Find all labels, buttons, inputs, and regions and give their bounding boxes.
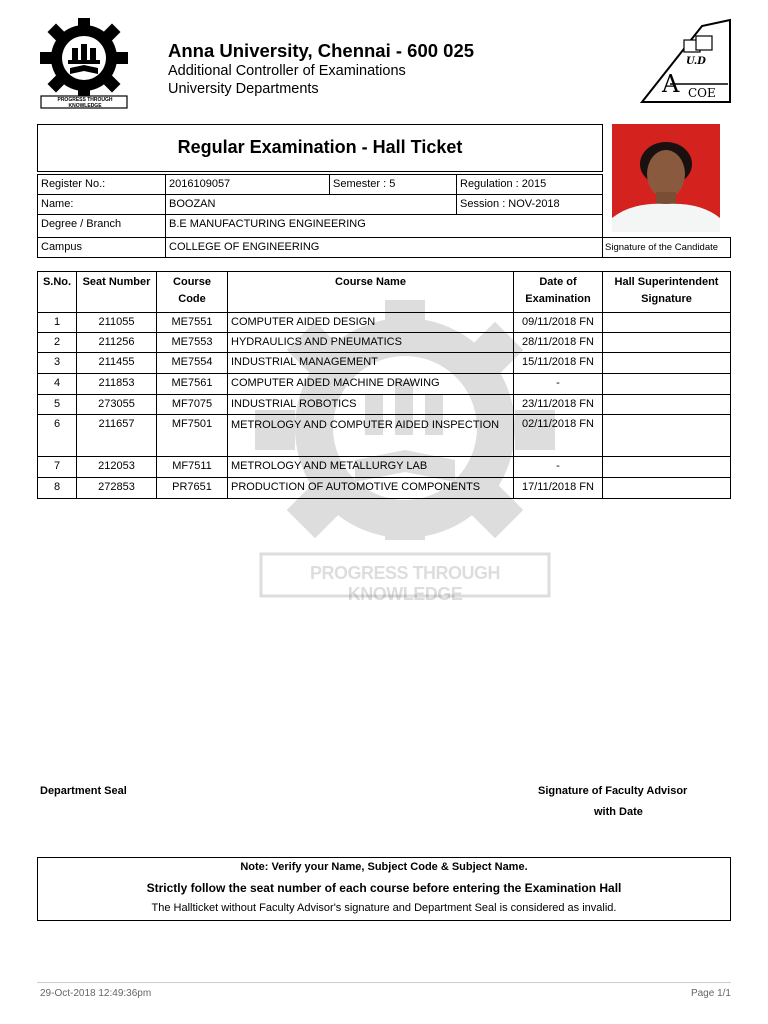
row-code: ME7561: [156, 373, 228, 395]
row-seat: 211055: [76, 312, 157, 333]
register-value: 2016109057: [165, 174, 330, 195]
row-code: ME7551: [156, 312, 228, 333]
ticket-title: Regular Examination - Hall Ticket: [177, 137, 463, 157]
regulation: Regulation : 2015: [456, 174, 603, 195]
name-value: BOOZAN: [165, 194, 457, 215]
candidate-photo: [612, 124, 720, 232]
university-name: Anna University, Chennai - 600 025: [168, 40, 475, 61]
row-signature: [602, 456, 731, 478]
row-code: MF7501: [156, 414, 228, 457]
candidate-signature: Signature of the Candidate: [602, 237, 731, 258]
name-label: Name:: [37, 194, 166, 215]
footer-rule: [37, 982, 731, 983]
row-signature: [602, 394, 731, 415]
row-date: 28/11/2018 FN: [513, 332, 603, 353]
footer-page: Page 1/1: [690, 988, 731, 999]
row-date: -: [513, 373, 603, 395]
session: Session : NOV-2018: [456, 194, 603, 215]
row-sno: 7: [37, 456, 77, 478]
row-signature: [602, 414, 731, 457]
row-seat: 273055: [76, 394, 157, 415]
row-sno: 1: [37, 312, 77, 333]
row-signature: [602, 332, 731, 353]
row-code: ME7553: [156, 332, 228, 353]
row-course-name: HYDRAULICS AND PNEUMATICS: [227, 332, 514, 353]
th-sno: S.No.: [37, 271, 77, 313]
faculty-advisor-signature: Signature of Faculty Advisor: [538, 785, 688, 797]
row-signature: [602, 477, 731, 499]
departments-line: University Departments: [168, 81, 319, 97]
degree-value: B.E MANUFACTURING ENGINEERING: [165, 214, 603, 238]
acoe-a: A: [662, 70, 680, 98]
row-signature: [602, 312, 731, 333]
controller-line: Additional Controller of Examinations: [168, 63, 406, 79]
acoe-coe: COE: [688, 86, 716, 100]
department-seal: Department Seal: [40, 785, 127, 797]
note-seat: Strictly follow the seat number of each course before entering the Examination Hall: [146, 881, 622, 895]
person-photo-icon: [612, 124, 720, 232]
semester: Semester : 5: [329, 174, 457, 195]
row-sno: 6: [37, 414, 77, 457]
row-sno: 3: [37, 352, 77, 374]
row-sno: 2: [37, 332, 77, 353]
row-course-name: METROLOGY AND COMPUTER AIDED INSPECTION: [227, 414, 514, 457]
row-course-name: INDUSTRIAL ROBOTICS: [227, 394, 514, 415]
row-seat: 211657: [76, 414, 157, 457]
row-sno: 8: [37, 477, 77, 499]
acoe-ud: U.D: [686, 56, 706, 67]
campus-label: Campus: [37, 237, 166, 258]
footer-timestamp: 29-Oct-2018 12:49:36pm: [40, 988, 152, 999]
th-date: Date of Examination: [513, 271, 603, 313]
row-code: MF7511: [156, 456, 228, 478]
note-invalid: The Hallticket without Faculty Advisor's signature and Department Seal is considered as invalid.: [151, 902, 617, 914]
row-date: 15/11/2018 FN: [513, 352, 603, 374]
row-course-name: PRODUCTION OF AUTOMOTIVE COMPONENTS: [227, 477, 514, 499]
faculty-advisor-date: with Date: [594, 806, 643, 818]
row-code: MF7075: [156, 394, 228, 415]
row-date: 02/11/2018 FN: [513, 414, 603, 457]
row-seat: 272853: [76, 477, 157, 499]
row-sno: 5: [37, 394, 77, 415]
row-course-name: COMPUTER AIDED DESIGN: [227, 312, 514, 333]
row-course-name: INDUSTRIAL MANAGEMENT: [227, 352, 514, 374]
note-verify: Note: Verify your Name, Subject Code & Subject Name.: [240, 861, 528, 873]
campus-value: COLLEGE OF ENGINEERING: [165, 237, 603, 258]
th-seat: Seat Number: [76, 271, 157, 313]
row-code: ME7554: [156, 352, 228, 374]
row-seat: 211853: [76, 373, 157, 395]
row-date: 17/11/2018 FN: [513, 477, 603, 499]
row-date: 09/11/2018 FN: [513, 312, 603, 333]
degree-label: Degree / Branch: [37, 214, 166, 238]
th-hall-signature: Hall Superintendent Signature: [602, 271, 731, 313]
row-seat: 212053: [76, 456, 157, 478]
row-seat: 211455: [76, 352, 157, 374]
row-sno: 4: [37, 373, 77, 395]
row-code: PR7651: [156, 477, 228, 499]
row-date: -: [513, 456, 603, 478]
register-label: Register No.:: [37, 174, 166, 195]
th-course-name: Course Name: [227, 271, 514, 313]
watermark-motto: PROGRESS THROUGH KNOWLEDGE: [309, 563, 501, 604]
row-course-name: METROLOGY AND METALLURGY LAB: [227, 456, 514, 478]
th-course-code: Course Code: [156, 271, 228, 313]
row-date: 23/11/2018 FN: [513, 394, 603, 415]
row-signature: [602, 373, 731, 395]
row-seat: 211256: [76, 332, 157, 353]
logo-motto: PROGRESS THROUGH KNOWLEDGE: [57, 97, 113, 109]
row-course-name: COMPUTER AIDED MACHINE DRAWING: [227, 373, 514, 395]
row-signature: [602, 352, 731, 374]
